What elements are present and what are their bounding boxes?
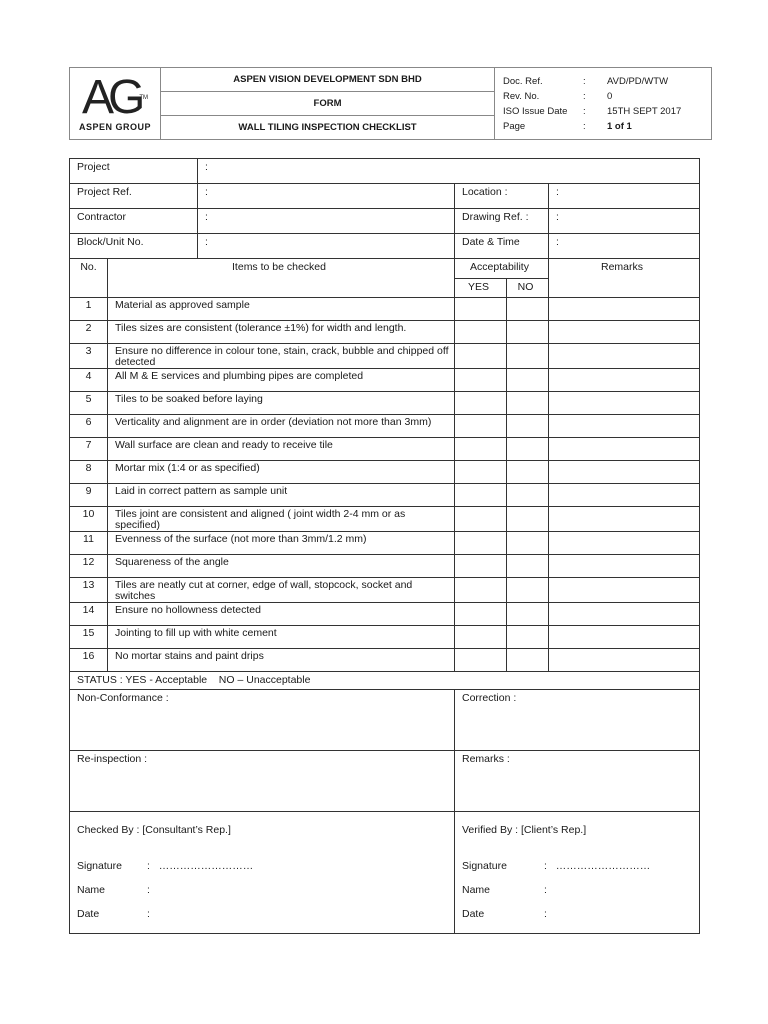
item-remarks-cell[interactable] (549, 578, 700, 603)
meta-doc-ref: Doc. Ref. : AVD/PD/WTW (503, 75, 669, 87)
item-description: Mortar mix (1:4 or as specified) (108, 461, 455, 484)
col-header-no: No. (70, 259, 108, 298)
item-remarks-cell[interactable] (549, 484, 700, 507)
item-description: Verticality and alignment are in order (deviation not more than 3mm) (108, 415, 455, 438)
item-no-cell[interactable] (507, 461, 549, 484)
item-yes-cell[interactable] (455, 532, 507, 555)
table-row (70, 649, 700, 672)
label-drawing-ref: Drawing Ref. : (455, 209, 549, 234)
item-description: Evenness of the surface (not more than 3mm/1.2 mm) (108, 532, 455, 555)
input-location[interactable]: : (549, 184, 700, 209)
item-description: Ensure no difference in colour tone, stain, crack, bubble and chipped off detected (108, 344, 455, 369)
item-number: 3 (70, 344, 108, 369)
item-remarks-cell[interactable] (549, 392, 700, 415)
table-row (70, 298, 700, 321)
verified-by-block (455, 812, 700, 934)
item-yes-cell[interactable] (455, 603, 507, 626)
item-remarks-cell[interactable] (549, 438, 700, 461)
item-number: 6 (70, 415, 108, 438)
item-no-cell[interactable] (507, 392, 549, 415)
correction-box[interactable]: Correction : (455, 690, 700, 751)
table-header-row (70, 259, 700, 279)
item-number: 5 (70, 392, 108, 415)
col-header-yes: YES (455, 279, 507, 298)
form-title: WALL TILING INSPECTION CHECKLIST (161, 116, 495, 140)
status-legend: STATUS : YES - Acceptable NO – Unacceptable (70, 672, 700, 690)
item-number: 1 (70, 298, 108, 321)
reinspection-box[interactable]: Re-inspection : (70, 751, 455, 812)
label-project: Project (70, 159, 198, 184)
item-yes-cell[interactable] (455, 438, 507, 461)
verified-name-line[interactable]: Name : (462, 884, 547, 896)
company-name: ASPEN VISION DEVELOPMENT SDN BHD (161, 68, 495, 92)
item-description: Material as approved sample (108, 298, 455, 321)
table-row (70, 392, 700, 415)
status-row (70, 672, 700, 690)
label-location: Location : (455, 184, 549, 209)
input-drawing-ref[interactable]: : (549, 209, 700, 234)
item-no-cell[interactable] (507, 344, 549, 369)
label-block-unit: Block/Unit No. (70, 234, 198, 259)
verified-date-line[interactable]: Date : (462, 908, 547, 920)
item-number: 13 (70, 578, 108, 603)
input-project-ref[interactable]: : (198, 184, 455, 209)
item-number: 10 (70, 507, 108, 532)
input-project[interactable]: : (198, 159, 700, 184)
table-row (70, 415, 700, 438)
item-description: All M & E services and plumbing pipes are completed (108, 369, 455, 392)
item-yes-cell[interactable] (455, 507, 507, 532)
item-yes-cell[interactable] (455, 461, 507, 484)
item-description: Ensure no hollowness detected (108, 603, 455, 626)
table-row (70, 578, 700, 603)
item-remarks-cell[interactable] (549, 344, 700, 369)
table-row (70, 369, 700, 392)
inspection-form (69, 158, 700, 934)
item-yes-cell[interactable] (455, 392, 507, 415)
item-yes-cell[interactable] (455, 321, 507, 344)
item-no-cell[interactable] (507, 578, 549, 603)
table-row (70, 344, 700, 369)
item-remarks-cell[interactable] (549, 415, 700, 438)
table-row (70, 484, 700, 507)
table-row (70, 626, 700, 649)
document-header (69, 67, 712, 140)
item-description: Laid in correct pattern as sample unit (108, 484, 455, 507)
item-no-cell[interactable] (507, 603, 549, 626)
logo (70, 68, 161, 140)
table-row (70, 507, 700, 532)
logo-mark: AG™ (81, 70, 149, 124)
label-date-time: Date & Time (455, 234, 549, 259)
item-yes-cell[interactable] (455, 298, 507, 321)
item-no-cell[interactable] (507, 484, 549, 507)
item-remarks-cell[interactable] (549, 555, 700, 578)
item-no-cell[interactable] (507, 369, 549, 392)
row-reinspection (70, 751, 700, 812)
item-description: Wall surface are clean and ready to receive tile (108, 438, 455, 461)
col-header-acceptability: Acceptability (455, 259, 549, 279)
meta-rev-no: Rev. No. : 0 (503, 90, 613, 102)
item-no-cell[interactable] (507, 415, 549, 438)
checked-date-line[interactable]: Date : (77, 908, 150, 920)
item-remarks-cell[interactable] (549, 626, 700, 649)
item-yes-cell[interactable] (455, 344, 507, 369)
item-no-cell[interactable] (507, 507, 549, 532)
verified-by-label: Verified By : [Client’s Rep.] (462, 824, 587, 836)
item-description: No mortar stains and paint drips (108, 649, 455, 672)
item-yes-cell[interactable] (455, 369, 507, 392)
table-row (70, 321, 700, 344)
row-project (70, 159, 700, 184)
meta-page: Page : 1 of 1 (503, 120, 632, 132)
logo-text: ASPEN GROUP (78, 121, 151, 132)
item-no-cell[interactable] (507, 532, 549, 555)
checked-by-block (70, 812, 455, 934)
item-yes-cell[interactable] (455, 649, 507, 672)
item-remarks-cell[interactable] (549, 507, 700, 532)
item-yes-cell[interactable] (455, 415, 507, 438)
item-remarks-cell[interactable] (549, 603, 700, 626)
checklist-items (70, 298, 700, 672)
item-description: Tiles to be soaked before laying (108, 392, 455, 415)
item-number: 12 (70, 555, 108, 578)
checked-by-label: Checked By : [Consultant’s Rep.] (77, 824, 231, 836)
verified-signature-line[interactable]: Signature : ……………………… (462, 860, 651, 872)
nonconformance-box[interactable]: Non-Conformance : (70, 690, 455, 751)
item-no-cell[interactable] (507, 626, 549, 649)
item-number: 4 (70, 369, 108, 392)
col-header-items: Items to be checked (108, 259, 455, 298)
col-header-no-option: NO (507, 279, 549, 298)
item-remarks-cell[interactable] (549, 532, 700, 555)
item-number: 11 (70, 532, 108, 555)
form-label: FORM (161, 92, 495, 116)
item-remarks-cell[interactable] (549, 298, 700, 321)
checked-name-line[interactable]: Name : (77, 884, 150, 896)
item-remarks-cell[interactable] (549, 321, 700, 344)
item-number: 7 (70, 438, 108, 461)
item-number: 8 (70, 461, 108, 484)
item-remarks-cell[interactable] (549, 369, 700, 392)
checked-signature-line[interactable]: Signature : ……………………… (77, 860, 254, 872)
row-project-ref (70, 184, 700, 209)
row-nonconformance (70, 690, 700, 751)
item-number: 14 (70, 603, 108, 626)
item-description: Tiles are neatly cut at corner, edge of wall, stopcock, socket and switches (108, 578, 455, 603)
item-yes-cell[interactable] (455, 555, 507, 578)
item-number: 9 (70, 484, 108, 507)
item-number: 15 (70, 626, 108, 649)
row-block-unit (70, 234, 700, 259)
item-description: Tiles sizes are consistent (tolerance ±1%) for width and length. (108, 321, 455, 344)
item-yes-cell[interactable] (455, 484, 507, 507)
item-no-cell[interactable] (507, 649, 549, 672)
table-row (70, 532, 700, 555)
row-signatures (70, 812, 700, 934)
input-block-unit[interactable]: : (198, 234, 455, 259)
item-yes-cell[interactable] (455, 578, 507, 603)
table-row (70, 438, 700, 461)
item-description: Squareness of the angle (108, 555, 455, 578)
table-row (70, 461, 700, 484)
item-remarks-cell[interactable] (549, 461, 700, 484)
meta-iso-date: ISO Issue Date : 15TH SEPT 2017 (503, 105, 682, 117)
remarks-box[interactable]: Remarks : (455, 751, 700, 812)
label-project-ref: Project Ref. (70, 184, 198, 209)
item-remarks-cell[interactable] (549, 649, 700, 672)
item-description: Jointing to fill up with white cement (108, 626, 455, 649)
table-row (70, 555, 700, 578)
item-yes-cell[interactable] (455, 626, 507, 649)
item-no-cell[interactable] (507, 321, 549, 344)
document-meta (495, 68, 712, 140)
item-number: 16 (70, 649, 108, 672)
item-no-cell[interactable] (507, 298, 549, 321)
item-description: Tiles joint are consistent and aligned ( joint width 2-4 mm or as specified) (108, 507, 455, 532)
input-date-time[interactable]: : (549, 234, 700, 259)
item-no-cell[interactable] (507, 555, 549, 578)
row-contractor (70, 209, 700, 234)
label-contractor: Contractor (70, 209, 198, 234)
col-header-remarks: Remarks (549, 259, 700, 298)
item-number: 2 (70, 321, 108, 344)
item-no-cell[interactable] (507, 438, 549, 461)
input-contractor[interactable]: : (198, 209, 455, 234)
table-row (70, 603, 700, 626)
